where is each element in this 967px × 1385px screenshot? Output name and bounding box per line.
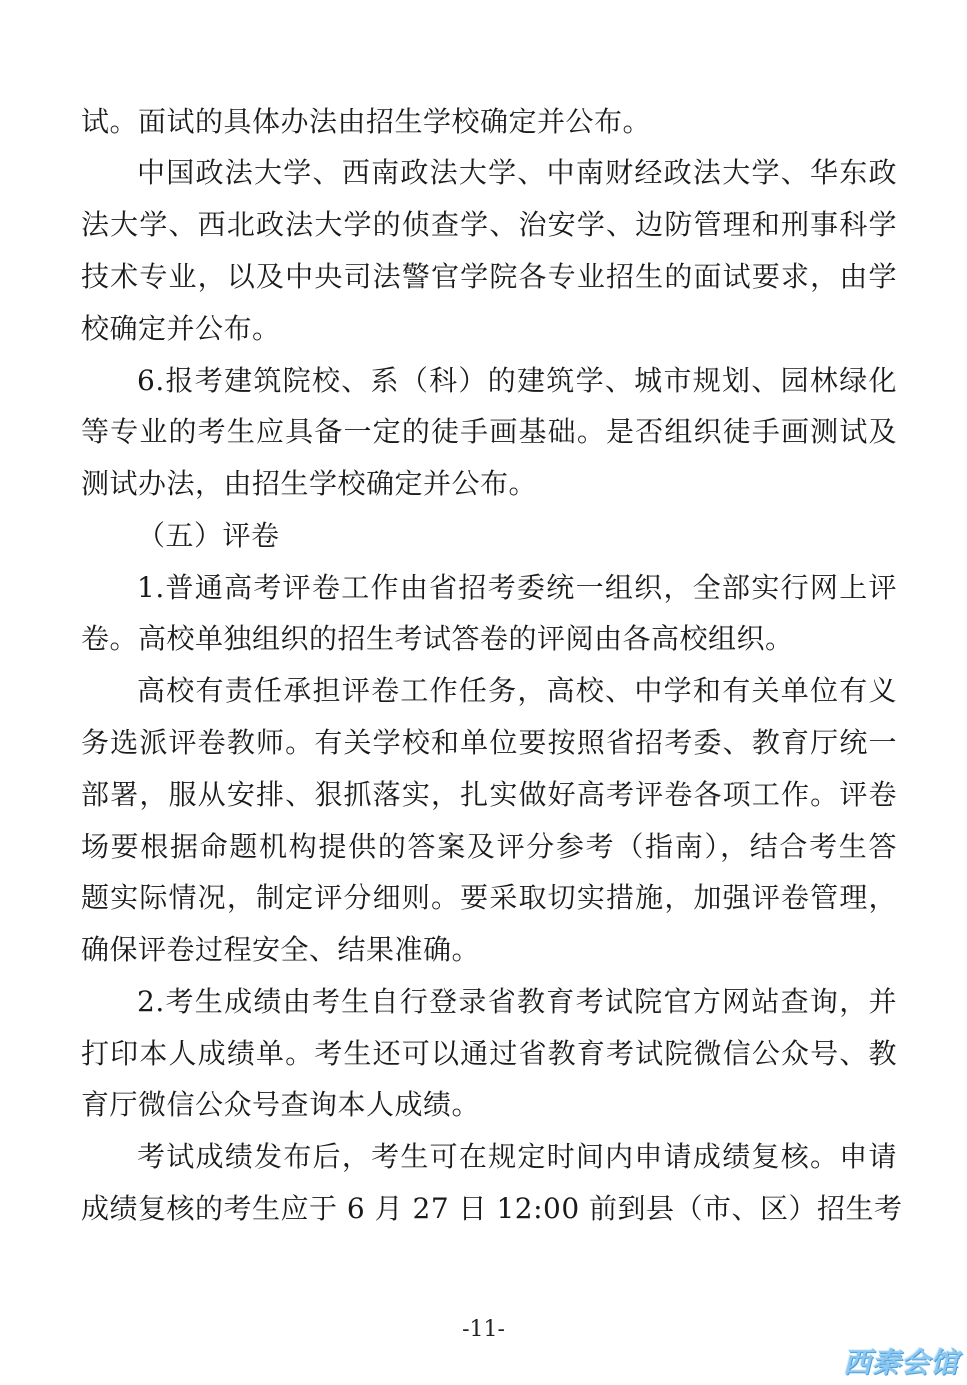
text-line-12: 高校有责任承担评卷工作任务，高校、中学和有关单位有义	[137, 674, 897, 707]
text-line-21: 考试成绩发布后，考生可在规定时间内申请成绩复核。申请	[137, 1140, 897, 1173]
text-line-15: 场要根据命题机构提供的答案及评分参考（指南），结合考生答	[81, 830, 897, 863]
section-heading-grading: （五）评卷	[137, 519, 280, 552]
text-line-13: 务选派评卷教师。有关学校和单位要按照省招考委、教育厅统一	[81, 726, 897, 759]
text-line-14: 部署，服从安排、狠抓落实，扎实做好高考评卷各项工作。评卷	[81, 778, 897, 811]
text-line-7: 等专业的考生应具备一定的徒手画基础。是否组织徒手画测试及	[81, 415, 897, 448]
text-line-6: 6.报考建筑院校、系（科）的建筑学、城市规划、园林绿化	[137, 364, 897, 397]
text-line-17: 确保评卷过程安全、结果准确。	[81, 933, 481, 966]
watermark-logo: 西秦会馆	[842, 1346, 959, 1379]
text-line-19: 打印本人成绩单。考生还可以通过省教育考试院微信公众号、教	[81, 1037, 897, 1070]
text-line-18: 2.考生成绩由考生自行登录省教育考试院官方网站查询，并	[137, 985, 897, 1018]
text-line-1: 试。面试的具体办法由招生学校确定并公布。	[81, 105, 652, 138]
text-line-11: 卷。高校单独组织的招生考试答卷的评阅由各高校组织。	[81, 622, 794, 655]
text-line-3: 法大学、西北政法大学的侦查学、治安学、边防管理和刑事科学	[81, 208, 897, 241]
text-line-5: 校确定并公布。	[81, 312, 281, 345]
text-line-10: 1.普通高考评卷工作由省招考委统一组织，全部实行网上评	[137, 571, 897, 604]
text-line-22: 成绩复核的考生应于 6 月 27 日 12:00 前到县（市、区）招生考	[81, 1192, 903, 1225]
text-line-2: 中国政法大学、西南政法大学、中南财经政法大学、华东政	[137, 156, 897, 189]
page-number: -11-	[462, 1317, 505, 1342]
text-line-4: 技术专业，以及中央司法警官学院各专业招生的面试要求，由学	[81, 260, 897, 293]
text-line-20: 育厅微信公众号查询本人成绩。	[81, 1088, 481, 1121]
text-line-8: 测试办法，由招生学校确定并公布。	[81, 467, 538, 500]
text-line-16: 题实际情况，制定评分细则。要采取切实措施，加强评卷管理，	[81, 881, 897, 914]
